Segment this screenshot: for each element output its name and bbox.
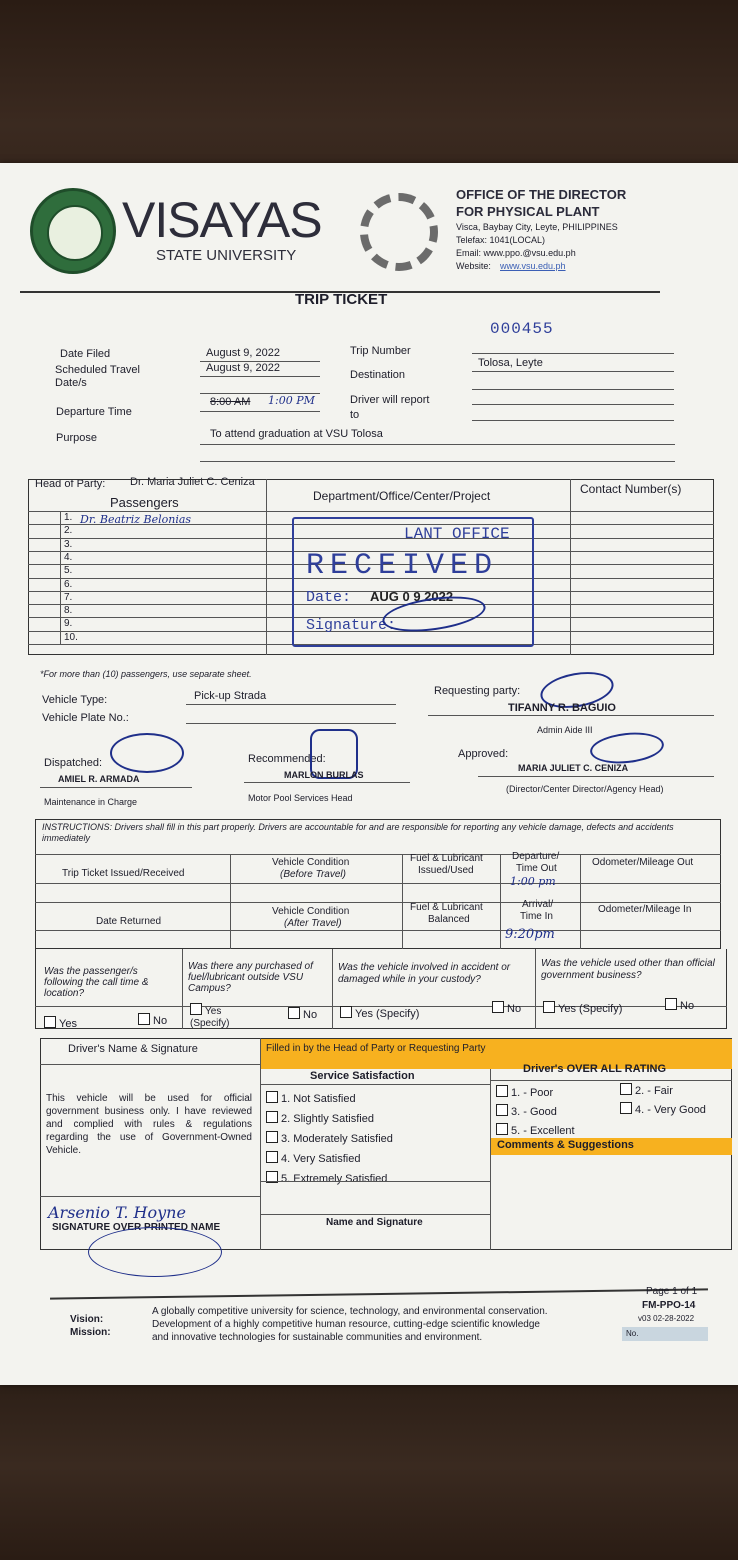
question-fuel-purchase: Was there any purchased of fuel/lubricant outside VSU Campus? bbox=[188, 961, 313, 994]
q1-yes-option[interactable]: Yes bbox=[44, 1016, 77, 1030]
mission-label: Mission: bbox=[70, 1327, 111, 1338]
q1-no-checkbox[interactable] bbox=[138, 1013, 150, 1025]
passenger-row-number: 4. bbox=[64, 551, 73, 563]
driver-section-label: Driver's Name & Signature bbox=[68, 1043, 198, 1055]
fuel-issued-1: Fuel & Lubricant bbox=[410, 853, 483, 864]
dispatched-name: AMIEL R. ARMADA bbox=[58, 774, 140, 784]
contact-header: Contact Number(s) bbox=[580, 482, 682, 496]
dispatched-label: Dispatched: bbox=[44, 757, 103, 769]
q3-yes-checkbox[interactable] bbox=[340, 1006, 352, 1018]
recommended-label: Recommended: bbox=[248, 753, 326, 765]
cond-after-1: Vehicle Condition bbox=[272, 906, 350, 917]
passenger-number-divider bbox=[60, 511, 61, 644]
passenger-row-number: 5. bbox=[64, 565, 73, 577]
feedback-banner-text: Filled in by the Head of Party or Requesting Party bbox=[266, 1043, 486, 1054]
question-accident: Was the vehicle involved in accident or damaged while in your custody? bbox=[338, 962, 511, 985]
approved-position: (Director/Center Director/Agency Head) bbox=[506, 784, 664, 794]
page-indicator: Page 1 of 1 bbox=[646, 1286, 698, 1297]
stamp-office: LANT OFFICE bbox=[404, 525, 510, 543]
rating-checkbox[interactable] bbox=[620, 1083, 632, 1095]
rating-checkbox[interactable] bbox=[496, 1104, 508, 1116]
rating-option[interactable]: 3. - Good bbox=[496, 1104, 557, 1118]
q2-no-checkbox[interactable] bbox=[288, 1007, 300, 1019]
purpose-label: Purpose bbox=[56, 432, 97, 444]
scheduled-value: August 9, 2022 bbox=[206, 362, 281, 374]
date-filed-value: August 9, 2022 bbox=[206, 347, 281, 359]
departure-header-2: Time Out bbox=[516, 863, 557, 874]
q4-no-checkbox[interactable] bbox=[665, 998, 677, 1010]
q1-no-option[interactable]: No bbox=[138, 1013, 167, 1027]
arrival-header-2: Time In bbox=[520, 911, 553, 922]
passengers-header: Passengers bbox=[110, 495, 179, 510]
rating-option[interactable]: 4. - Very Good bbox=[620, 1102, 706, 1116]
form-version: v03 02-28-2022 bbox=[638, 1314, 695, 1323]
trip-number-label: Trip Number bbox=[350, 345, 411, 357]
rating-checkbox[interactable] bbox=[620, 1102, 632, 1114]
odo-out-header: Odometer/Mileage Out bbox=[592, 857, 694, 868]
service-option[interactable]: 4. Very Satisfied bbox=[266, 1151, 361, 1165]
stamp-date-label: Date: bbox=[306, 589, 352, 606]
q2-yes-option[interactable]: Yes bbox=[190, 1003, 221, 1017]
dispatched-position: Maintenance in Charge bbox=[44, 797, 138, 807]
q4-yes-checkbox[interactable] bbox=[543, 1001, 555, 1013]
trip-ticket-form bbox=[0, 163, 738, 1385]
passenger-row-number: 8. bbox=[64, 605, 73, 617]
destination-value: Tolosa, Leyte bbox=[478, 357, 543, 369]
head-of-party-label: Head of Party: bbox=[35, 478, 106, 490]
q4-no-option[interactable]: No bbox=[665, 998, 694, 1012]
form-title: TRIP TICKET bbox=[295, 291, 388, 308]
departure-label: Departure Time bbox=[56, 406, 132, 418]
returned-header: Date Returned bbox=[96, 916, 162, 927]
departure-header-1: Departure/ bbox=[512, 851, 560, 862]
service-checkbox[interactable] bbox=[266, 1091, 278, 1103]
passenger-1-name: Dr. Beatriz Belonias bbox=[80, 513, 192, 526]
fuel-issued-2: Issued/Used bbox=[418, 865, 474, 876]
office-line-1: OFFICE OF THE DIRECTOR bbox=[456, 187, 627, 202]
driver-signature-label: SIGNATURE OVER PRINTED NAME bbox=[52, 1222, 221, 1233]
passenger-row-line bbox=[28, 511, 714, 512]
dispatched-signature bbox=[110, 733, 184, 773]
purpose-value: To attend graduation at VSU Tolosa bbox=[210, 428, 383, 440]
vision-text: A globally competitive university for science, technology, and environmental conservation. bbox=[152, 1306, 548, 1317]
passenger-row-number: 1. bbox=[64, 512, 73, 523]
scheduled-label-2: Date/s bbox=[55, 377, 87, 389]
driver-signature: Arsenio T. Hoyne bbox=[48, 1203, 186, 1222]
office-telefax: Telefax: 1041(LOCAL) bbox=[456, 235, 546, 245]
service-checkbox[interactable] bbox=[266, 1111, 278, 1123]
mission-text-1: Development of a highly competitive human resource, cutting-edge scientific knowledge bbox=[152, 1319, 540, 1330]
cond-before-1: Vehicle Condition bbox=[272, 857, 350, 868]
approved-label: Approved: bbox=[458, 748, 509, 760]
approved-signature bbox=[589, 729, 666, 767]
department-header: Department/Office/Center/Project bbox=[313, 489, 491, 503]
q3-no-option[interactable]: No bbox=[492, 1001, 521, 1015]
arrival-time-handwritten: 9:20pm bbox=[505, 927, 555, 942]
form-no-label: No. bbox=[626, 1329, 639, 1338]
q4-yes-option[interactable]: Yes (Specify) bbox=[543, 1001, 622, 1015]
office-line-2: FOR PHYSICAL PLANT bbox=[456, 204, 600, 219]
report-label-1: Driver will report bbox=[350, 394, 430, 406]
comments-label: Comments & Suggestions bbox=[497, 1139, 634, 1151]
vision-label: Vision: bbox=[70, 1314, 104, 1325]
recommended-position: Motor Pool Services Head bbox=[248, 793, 353, 803]
stamp-date: AUG 0 9 2022 bbox=[370, 589, 454, 604]
passenger-row-number: 6. bbox=[64, 578, 73, 590]
approved-name: MARIA JULIET C. CENIZA bbox=[518, 763, 629, 773]
university-subtitle: STATE UNIVERSITY bbox=[156, 247, 297, 264]
cond-after-2: (After Travel) bbox=[284, 918, 342, 929]
service-title: Service Satisfaction bbox=[310, 1070, 415, 1082]
vehicle-type-label: Vehicle Type: bbox=[42, 694, 108, 706]
rating-option[interactable]: 5. - Excellent bbox=[496, 1123, 575, 1137]
q2-no-option[interactable]: No bbox=[288, 1007, 317, 1021]
office-email: Email: www.ppo.@vsu.edu.ph bbox=[456, 248, 576, 258]
passenger-note: *For more than (10) passengers, use separate sheet. bbox=[40, 669, 252, 679]
passenger-row-number: 9. bbox=[64, 618, 73, 630]
scheduled-label-1: Scheduled Travel bbox=[55, 364, 140, 376]
issued-header: Trip Ticket Issued/Received bbox=[62, 868, 185, 879]
name-and-signature-label: Name and Signature bbox=[326, 1217, 423, 1228]
q1-yes-checkbox[interactable] bbox=[44, 1016, 56, 1028]
stamp-received: RECEIVED bbox=[306, 549, 499, 583]
service-option[interactable]: 3. Moderately Satisfied bbox=[266, 1131, 393, 1145]
requesting-label: Requesting party: bbox=[434, 685, 521, 697]
vehicle-type-value: Pick-up Strada bbox=[194, 690, 267, 702]
rating-option[interactable]: 1. - Poor bbox=[496, 1085, 553, 1099]
destination-label: Destination bbox=[350, 369, 406, 381]
stamp-signature-label: Signature: bbox=[306, 617, 397, 634]
date-filed-label: Date Filed bbox=[60, 348, 111, 360]
ticket-number: 000455 bbox=[490, 320, 554, 338]
departure-time-handwritten: 1:00 pm bbox=[510, 875, 556, 888]
rating-title: Driver's OVER ALL RATING bbox=[523, 1063, 666, 1075]
question-other-use: Was the vehicle used other than official government business? bbox=[541, 958, 715, 981]
office-address: Visca, Baybay City, Leyte, PHILIPPINES bbox=[456, 222, 618, 232]
vsu-seal-icon bbox=[30, 188, 116, 274]
physical-plant-gear-icon bbox=[360, 193, 438, 271]
mission-text-2: and innovative technologies for sustainable communities and environment. bbox=[152, 1332, 483, 1343]
rating-option[interactable]: 2. - Fair bbox=[620, 1083, 673, 1097]
university-name: VISAYAS bbox=[122, 192, 322, 248]
passenger-row-number: 10. bbox=[64, 631, 78, 643]
q2-specify: (Specify) bbox=[190, 1018, 230, 1029]
rating-checkbox[interactable] bbox=[496, 1123, 508, 1135]
departure-handwritten: 1:00 PM bbox=[268, 394, 315, 407]
vehicle-plate-label: Vehicle Plate No.: bbox=[42, 712, 129, 724]
cond-before-2: (Before Travel) bbox=[280, 869, 346, 880]
fuel-bal-1: Fuel & Lubricant bbox=[410, 902, 483, 913]
form-code: FM-PPO-14 bbox=[642, 1300, 696, 1311]
office-website: www.vsu.edu.ph bbox=[500, 261, 566, 271]
requesting-name: TIFANNY R. BAGUIO bbox=[508, 702, 616, 714]
rating-checkbox[interactable] bbox=[496, 1085, 508, 1097]
arrival-header-1: Arrival/ bbox=[522, 899, 554, 910]
office-website-label: Website: bbox=[456, 261, 491, 271]
passenger-row-number: 7. bbox=[64, 591, 73, 603]
service-option[interactable]: 5. Extremely Satisfied bbox=[266, 1171, 387, 1185]
passenger-row-number: 3. bbox=[64, 538, 73, 550]
q2-yes-checkbox[interactable] bbox=[190, 1003, 202, 1015]
service-option[interactable]: 2. Slightly Satisfied bbox=[266, 1111, 374, 1125]
fuel-bal-2: Balanced bbox=[428, 914, 470, 925]
service-checkbox[interactable] bbox=[266, 1131, 278, 1143]
question-call-time: Was the passenger/s following the call time & location? bbox=[44, 966, 149, 999]
instructions-text: INSTRUCTIONS: Drivers shall fill in this part properly. Drivers are accountable for and are responsible for reporting any vehicle damage, defects and accidents immediately bbox=[42, 822, 674, 843]
departure-struck: 8:00 AM bbox=[210, 396, 251, 408]
report-label-2: to bbox=[350, 409, 360, 421]
service-option[interactable]: 1. Not Satisfied bbox=[266, 1091, 356, 1105]
passenger-row-number: 2. bbox=[64, 525, 73, 537]
requesting-position: Admin Aide III bbox=[537, 725, 593, 735]
recommended-name: MARLON BURLAS bbox=[284, 770, 364, 780]
odo-in-header: Odometer/Mileage In bbox=[598, 904, 692, 915]
driver-signature-loop bbox=[88, 1227, 222, 1277]
q3-no-checkbox[interactable] bbox=[492, 1001, 504, 1013]
service-checkbox[interactable] bbox=[266, 1151, 278, 1163]
driver-statement: This vehicle will be used for official government business only. I have reviewed and complied with rules & regulations regarding the use of Government-Owned Vehicle. bbox=[46, 1093, 252, 1156]
q3-yes-option[interactable]: Yes (Specify) bbox=[340, 1006, 419, 1020]
head-of-party-name: Dr. Maria Juliet C. Ceniza bbox=[130, 476, 255, 488]
